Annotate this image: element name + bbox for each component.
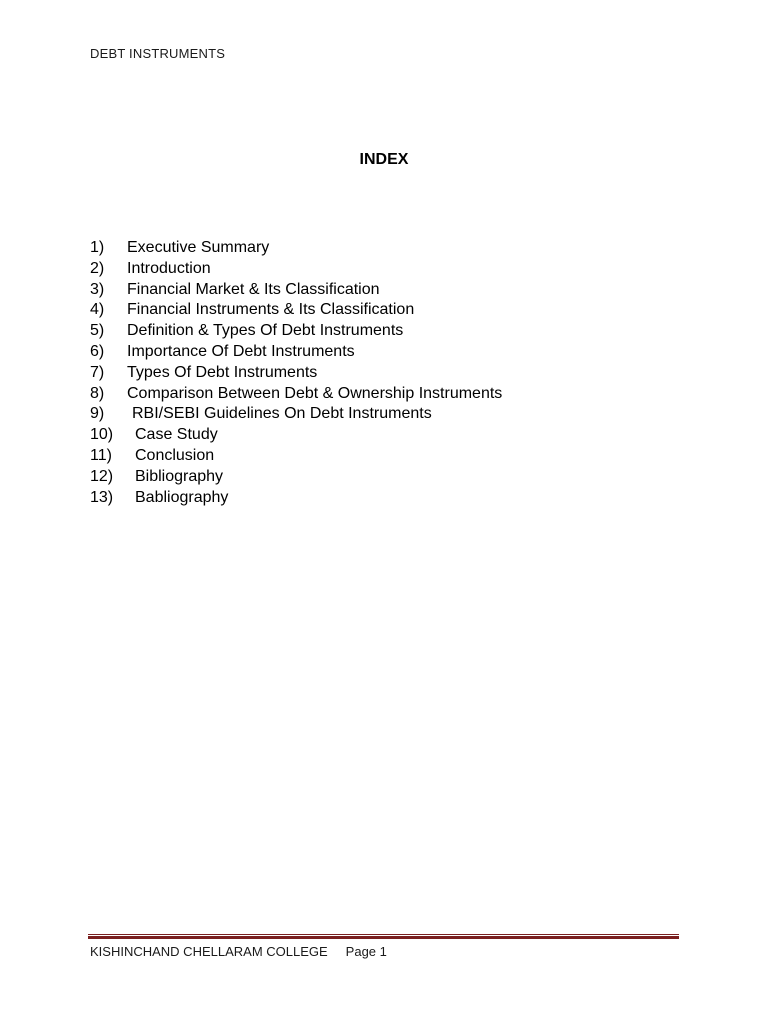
footer-page-number: Page 1	[345, 944, 387, 959]
footer-rule-thick-line	[88, 936, 679, 939]
toc-item-label: Babliography	[135, 488, 229, 506]
toc-item	[90, 342, 502, 363]
toc-item-number: 9)	[90, 405, 105, 423]
toc-item-number: 5)	[90, 322, 105, 340]
toc-item-number: 12)	[90, 467, 114, 485]
toc-item-label: Financial Market & Its Classification	[127, 280, 380, 298]
footer-rule	[88, 934, 679, 940]
index-title: INDEX	[359, 151, 409, 168]
toc-item-label: RBI/SEBI Guidelines On Debt Instruments	[132, 405, 432, 423]
toc-item-number: 6)	[90, 342, 105, 360]
toc-item-number: 1)	[90, 239, 105, 256]
toc-item	[90, 425, 502, 446]
toc-item-number: 8)	[90, 384, 105, 402]
toc-item	[90, 384, 502, 405]
toc-item-number: 3)	[90, 280, 105, 298]
toc-item-label: Financial Instruments & Its Classification	[127, 301, 415, 319]
toc-item	[90, 259, 502, 280]
toc-item-label: Bibliography	[135, 467, 224, 485]
toc-item-number: 4)	[90, 301, 105, 319]
toc-item-label: Definition & Types Of Debt Instruments	[127, 322, 404, 340]
toc-item-number: 13)	[90, 488, 114, 506]
page-header: DEBT INSTRUMENTS	[90, 46, 226, 61]
toc-item	[90, 404, 502, 425]
toc-item	[90, 300, 502, 321]
toc-item	[90, 363, 502, 384]
toc-item-number: 10)	[90, 426, 114, 444]
toc-item	[90, 280, 502, 301]
toc-item	[90, 238, 502, 259]
toc-item	[90, 321, 502, 342]
toc-item-number: 7)	[90, 363, 105, 381]
toc-item-number: 2)	[90, 259, 105, 277]
toc-item	[90, 446, 502, 467]
footer-rule-thin-line	[88, 934, 679, 935]
table-of-contents	[90, 238, 502, 508]
toc-item	[90, 488, 502, 509]
toc-item-label: Importance Of Debt Instruments	[127, 342, 355, 360]
footer-college-name: KISHINCHAND CHELLARAM COLLEGE	[90, 944, 328, 959]
toc-item-label: Comparison Between Debt & Ownership Instruments	[127, 384, 503, 402]
page-footer	[90, 944, 387, 959]
toc-item-label: Types Of Debt Instruments	[127, 363, 318, 381]
toc-item-label: Conclusion	[135, 446, 215, 464]
toc-item-label: Executive Summary	[127, 239, 270, 256]
toc-item-number: 11)	[90, 446, 112, 464]
toc-item	[90, 467, 502, 488]
toc-item-label: Introduction	[127, 259, 211, 277]
toc-item-label: Case Study	[135, 426, 218, 444]
